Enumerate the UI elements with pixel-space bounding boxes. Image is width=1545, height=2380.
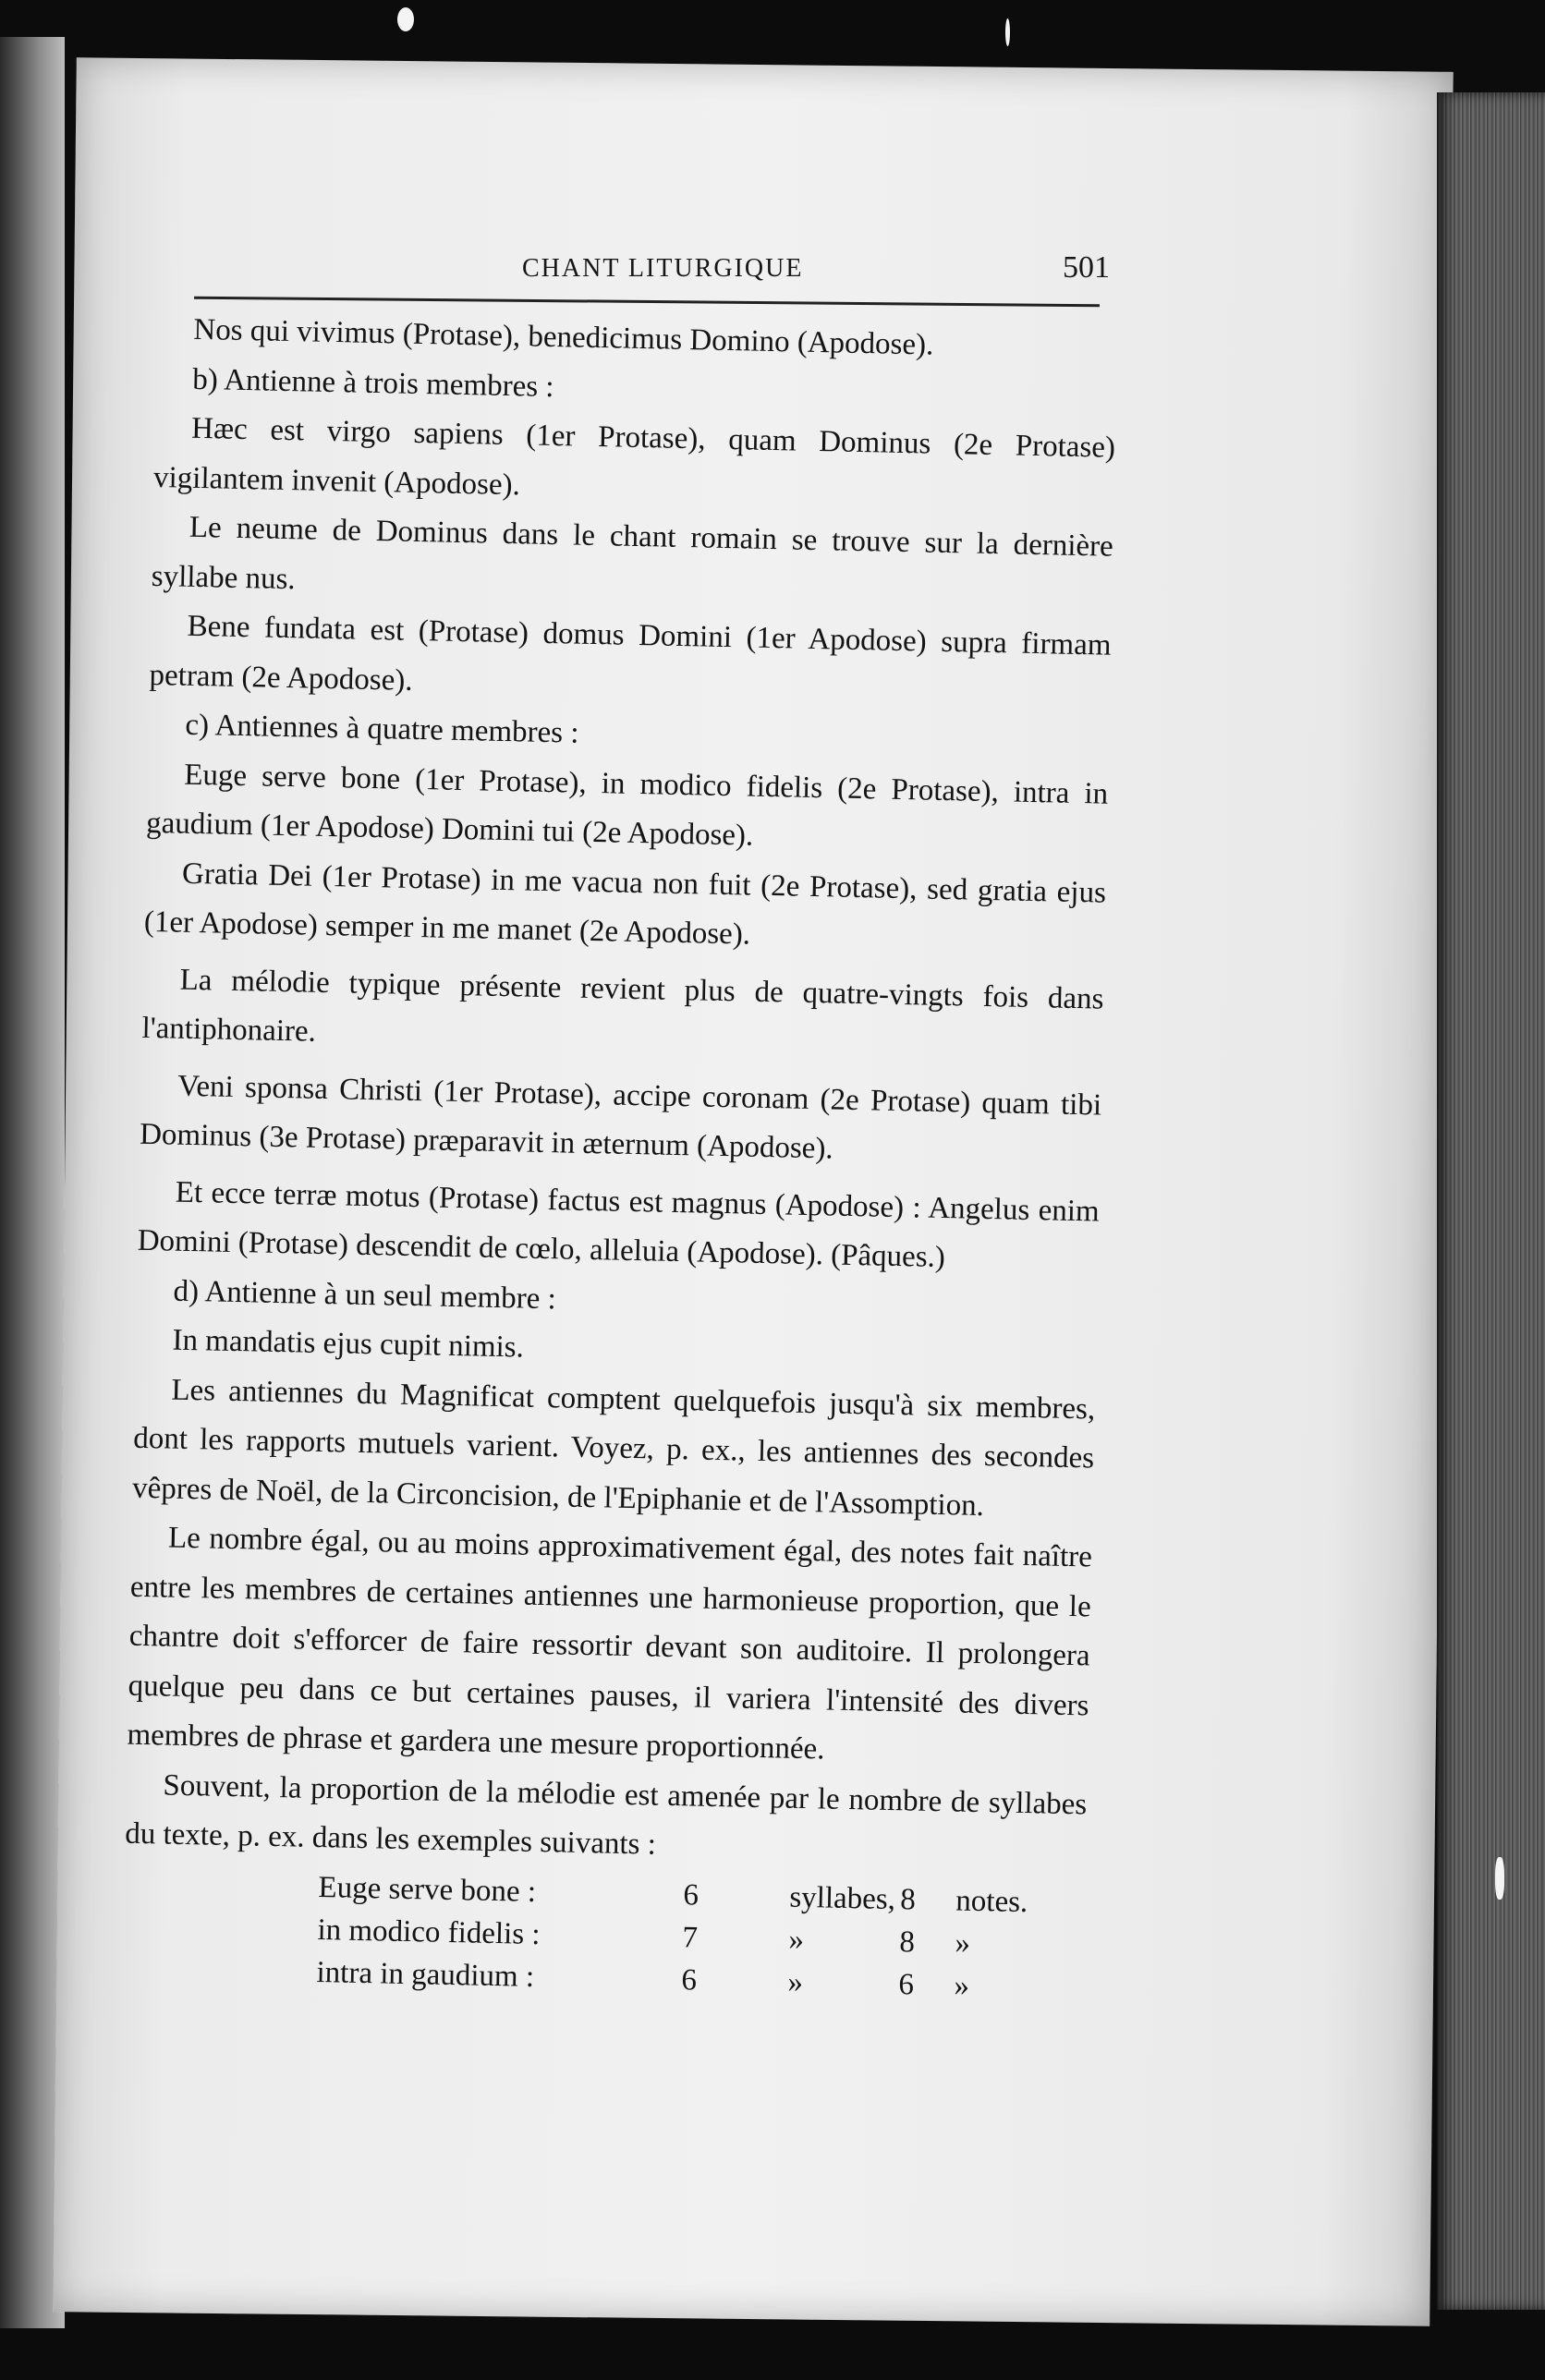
paragraph: Le neume de Dominus dans le chant romain se trouve sur la dernière syllabe nus. — [151, 510, 1114, 596]
paragraph: In mandatis ejus cupit nimis. — [172, 1323, 525, 1365]
page-number: 501 — [1063, 250, 1110, 285]
paragraph: Les antiennes du Magnificat comptent quelquefois jusqu'à six membres, dont les rapports mutuels varient. Voyez, p. ex., les antiennes des secondes vêpres de Noël, de la Circoncision, de l'Epiphanie et de l'Assomption. — [131, 1373, 1096, 1523]
paragraph: Nos qui vivimus (Protase), benedicimus Domino (Apodose). — [193, 312, 934, 362]
paragraph: Souvent, la proportion de la mélodie est amenée par le nombre de syllabes du texte, p. ex. dans les exemples suivants : — [124, 1767, 1088, 1862]
paragraph: Et ecce terræ motus (Protase) factus est magnus (Apodose) : Angelus enim Domini (Protase) descendit de cœlo, alleluia (Apodose). (Pâques.) — [137, 1175, 1101, 1275]
syllable-unit: syllabes, — [789, 1880, 896, 1917]
syllable-unit: » — [787, 1965, 804, 1999]
scan-speck — [1005, 18, 1010, 46]
paragraph: Euge serve bone (1er Protase), in modico fidelis (2e Protase), intra in gaudium (1er Apodose) Domini tui (2e Apodose). — [145, 758, 1109, 853]
body-text — [125, 305, 1118, 1879]
paragraph: Le nombre égal, ou au moins approximativement égal, des notes fait naître entre les membres de certaines antiennes une harmonieuse proportion, que le chantre doit s'efforcer de faire ressortir devant son auditoire. Il prolongera quelque peu dans ce but certaines pauses, il variera l'intensité des divers membres de phrase et gardera une mesure proportionnée. — [127, 1521, 1093, 1767]
subsection-heading: b) Antienne à trois membres : — [191, 362, 554, 404]
running-head-title: CHANT LITURGIQUE — [522, 254, 804, 283]
syllable-count: 7 — [682, 1921, 699, 1955]
example-phrase: intra in gaudium : — [316, 1955, 535, 1994]
subsection-heading: d) Antienne à un seul membre : — [173, 1274, 557, 1316]
note-count: 6 — [898, 1968, 915, 2002]
example-phrase: in modico fidelis : — [317, 1912, 541, 1952]
facing-page-edge — [0, 37, 65, 2328]
syllable-unit: » — [788, 1923, 805, 1958]
scan-speck — [1495, 1857, 1504, 1900]
note-unit: notes. — [955, 1884, 1028, 1920]
syllable-count-table — [316, 1866, 1040, 2009]
note-unit: » — [954, 1969, 970, 2003]
scan-speck — [397, 7, 414, 31]
note-unit: » — [955, 1926, 971, 1961]
paragraph: Bene fundata est (Protase) domus Domini (1er Apodose) supra firmam petram (2e Apodose). — [149, 609, 1112, 698]
note-count: 8 — [900, 1883, 917, 1917]
book-fore-edge — [1437, 92, 1545, 2310]
paragraph: Gratia Dei (1er Protase) in me vacua non fuit (2e Protase), sed gratia ejus (1er Apodose) semper in me manet (2e Apodose). — [143, 856, 1107, 952]
syllable-count: 6 — [681, 1963, 698, 1998]
note-count: 8 — [899, 1925, 916, 1960]
syllable-count: 6 — [683, 1878, 700, 1912]
example-phrase: Euge serve bone : — [318, 1870, 537, 1909]
paragraph: Veni sponsa Christi (1er Protase), accipe coronam (2e Protase) quam tibi Dominus (3e Protase) præparavit in æternum (Apodose). — [139, 1069, 1102, 1166]
subsection-heading: c) Antiennes à quatre membres : — [185, 708, 579, 750]
paragraph: Hæc est virgo sapiens (1er Protase), quam Dominus (2e Protase) vigilantem invenit (Apodose). — [152, 411, 1116, 502]
paragraph: La mélodie typique présente revient plus de quatre-vingts fois dans l'antiphonaire. — [141, 963, 1104, 1049]
